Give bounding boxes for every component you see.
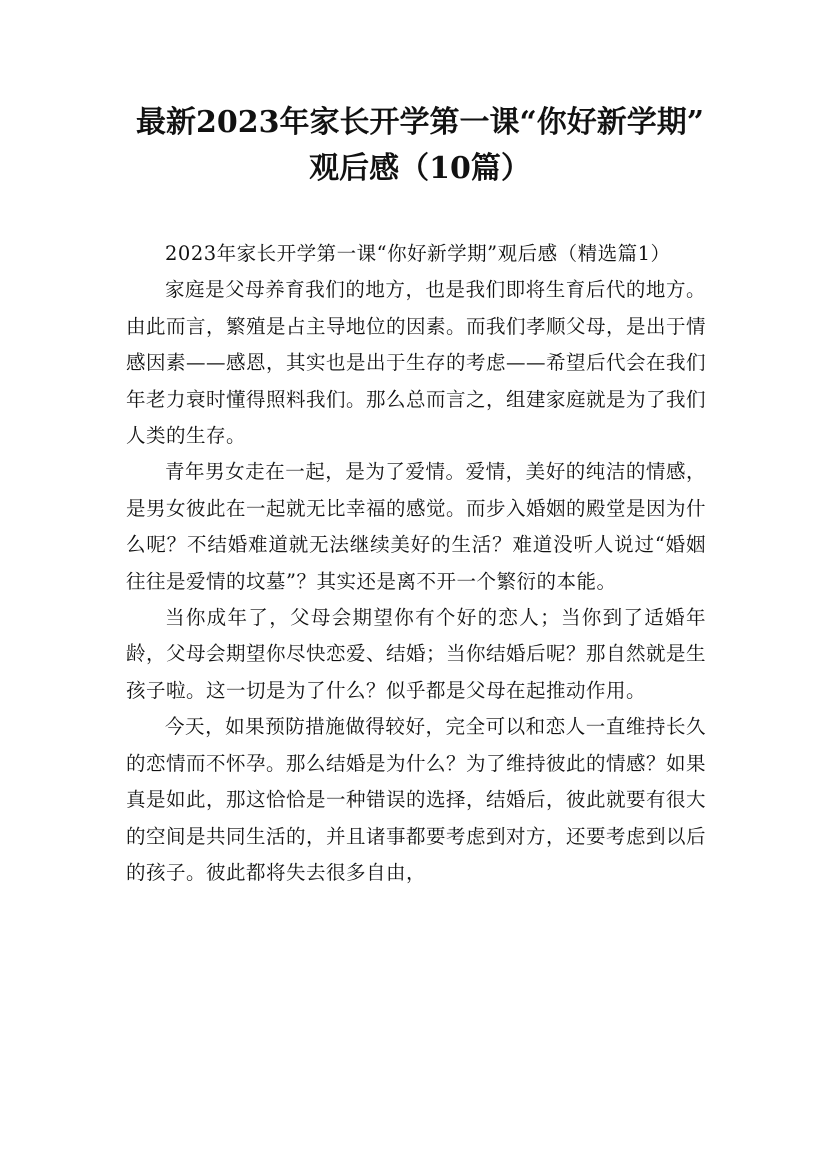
title-line-1: 最新2023年家长开学第一课“你好新学期” [135, 105, 704, 140]
paragraph: 今天，如果预防措施做得较好，完全可以和恋人一直维持长久的恋情而不怀孕。那么结婚是为什么？为了维持彼此的情感？如果真是如此，那这恰恰是一种错误的选择，结婚后，彼此就要有很大的空间是共同生活的，并且诸事都要考虑到对方，还要考虑到以后的孩子。彼此都将失去很多自由， [126, 715, 707, 884]
title-line-2: 观后感（10篇） [309, 151, 531, 186]
section-heading: 2023年家长开学第一课“你好新学期”观后感（精选篇1） [165, 242, 671, 265]
paragraph: 当你成年了，父母会期望你有个好的恋人；当你到了适婚年龄，父母会期望你尽快恋爱、结婚；当你结婚后呢？那自然就是生孩子啦。这一切是为了什么？似乎都是父母在起推动作用。 [126, 606, 707, 702]
document-body [126, 236, 706, 891]
paragraph: 家庭是父母养育我们的地方，也是我们即将生育后代的地方。由此而言，繁殖是占主导地位的因素。而我们孝顺父母，是出于情感因素——感恩，其实也是出于生存的考虑——希望后代会在我们年老力衰时懂得照料我们。那么总而言之，组建家庭就是为了我们人类的生存。 [126, 278, 707, 448]
document-title [110, 100, 730, 192]
paragraph: 青年男女走在一起，是为了爱情。爱情，美好的纯洁的情感，是男女彼此在一起就无比幸福的感觉。而步入婚姻的殿堂是因为什么呢？不结婚难道就无法继续美好的生活？难道没听人说过“婚姻往往是爱情的坟墓”？其实还是离不开一个繁衍的本能。 [126, 460, 707, 593]
